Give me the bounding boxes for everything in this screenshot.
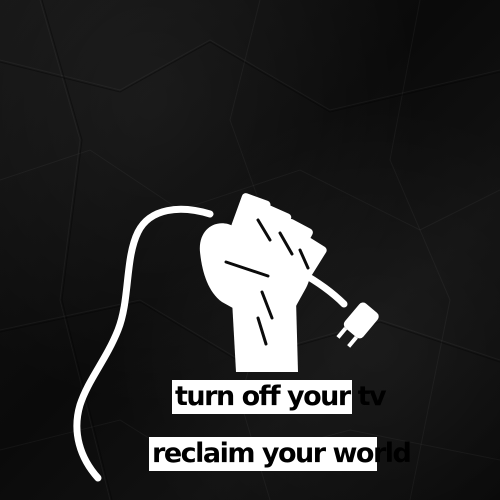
caption-line-1: turn off your tv (172, 380, 352, 414)
caption-line-2: reclaim your world (149, 437, 377, 471)
plug-icon (334, 300, 381, 349)
raised-fist-icon (200, 192, 328, 372)
